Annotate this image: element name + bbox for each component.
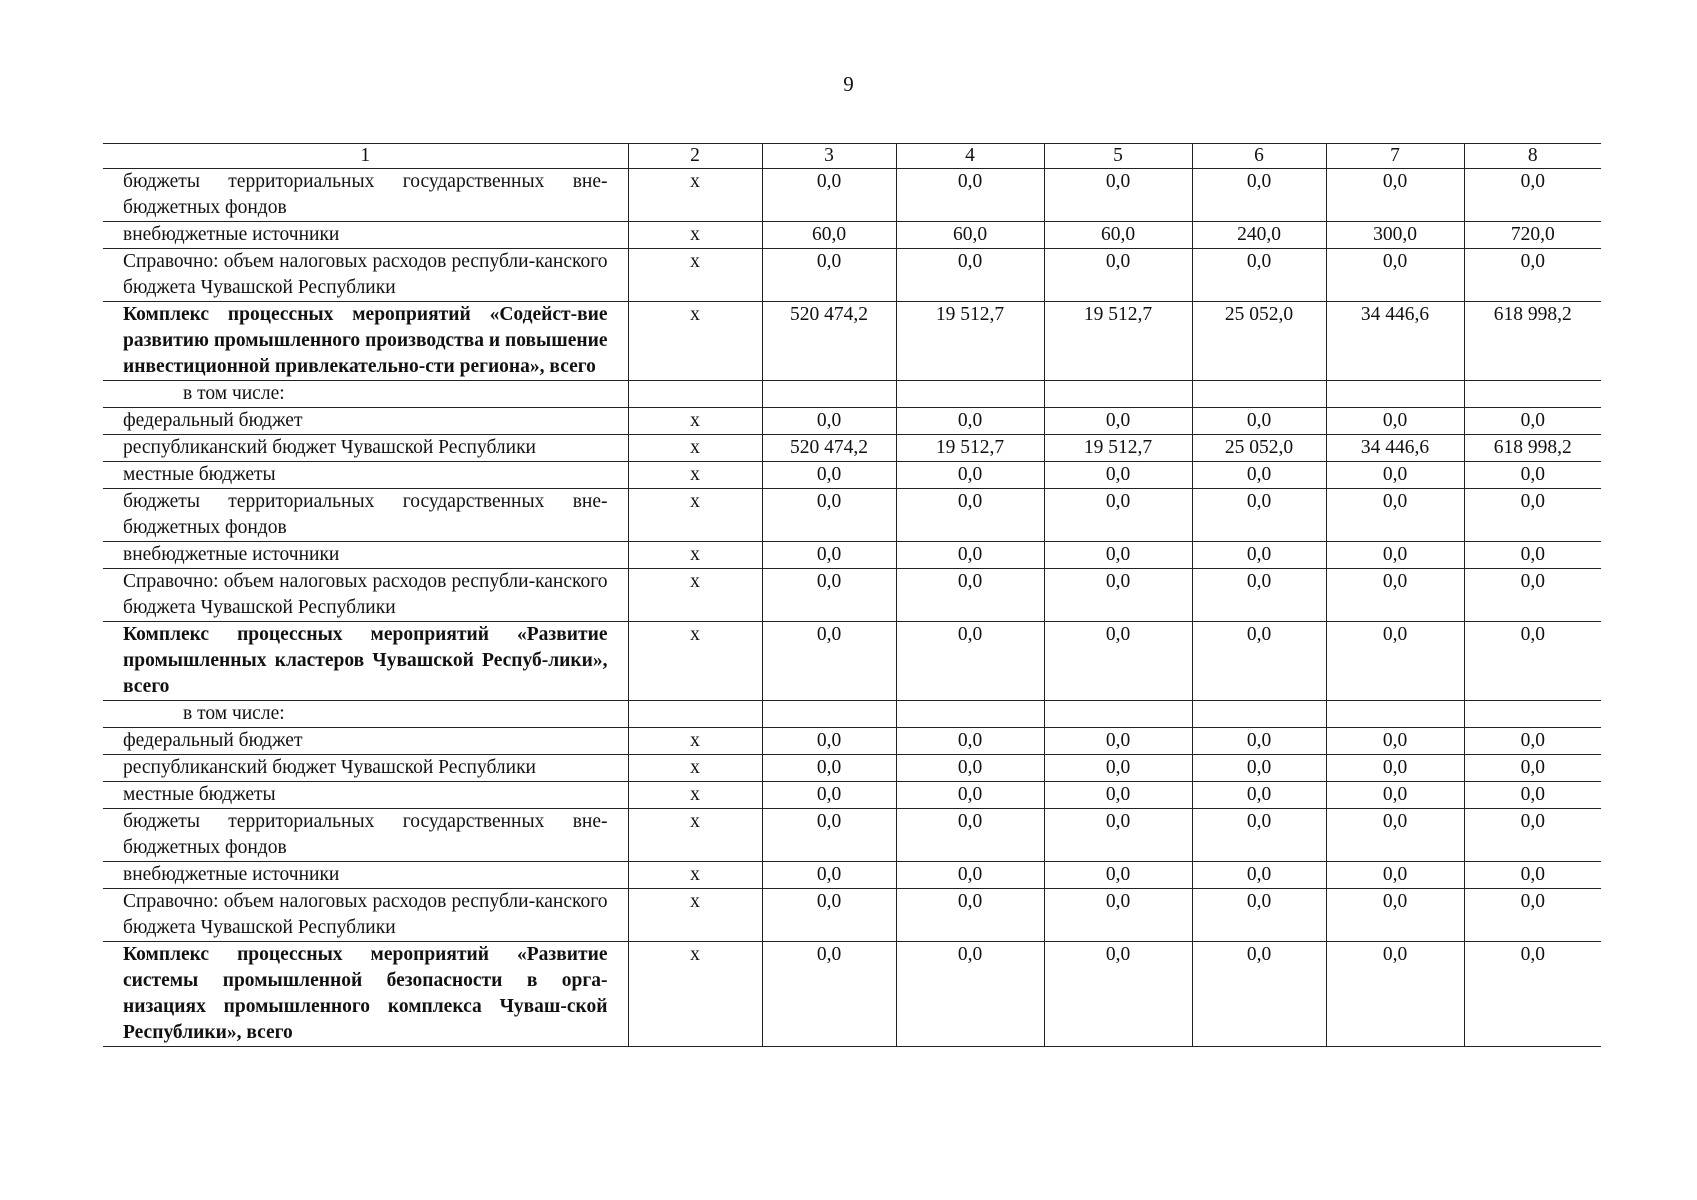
value-cell: 0,0	[1044, 728, 1192, 755]
value-cell: 0,0	[1464, 542, 1601, 569]
row-name: внебюджетные источники	[123, 544, 340, 565]
value-cell: 0,0	[1192, 408, 1326, 435]
value-cell	[762, 701, 896, 728]
value-cell: 19 512,7	[1044, 435, 1192, 462]
col2-cell: х	[628, 435, 762, 462]
table-row	[103, 435, 1601, 462]
header-cell: 4	[896, 144, 1044, 169]
value-cell: 0,0	[1464, 408, 1601, 435]
table-row	[103, 249, 1601, 302]
value-cell: 0,0	[1192, 862, 1326, 889]
table-row	[103, 728, 1601, 755]
col2-cell: х	[628, 889, 762, 942]
value-cell: 0,0	[1464, 489, 1601, 542]
value-cell: 0,0	[1464, 728, 1601, 755]
value-cell: 0,0	[1044, 942, 1192, 1047]
value-cell: 0,0	[1192, 755, 1326, 782]
value-cell: 0,0	[1192, 462, 1326, 489]
value-cell: 19 512,7	[896, 435, 1044, 462]
value-cell: 0,0	[1464, 622, 1601, 701]
header-cell: 7	[1326, 144, 1464, 169]
value-cell	[1192, 701, 1326, 728]
value-cell: 0,0	[1192, 489, 1326, 542]
value-cell: 0,0	[1464, 462, 1601, 489]
table-row	[103, 381, 1601, 408]
value-cell: 25 052,0	[1192, 302, 1326, 381]
value-cell: 0,0	[896, 408, 1044, 435]
value-cell	[896, 381, 1044, 408]
row-name: бюджеты территориальных государственных вне-бюджетных фондов	[123, 171, 608, 218]
row-name-cell	[103, 728, 628, 755]
col2-cell: х	[628, 542, 762, 569]
row-name-cell	[103, 862, 628, 889]
value-cell: 520 474,2	[762, 435, 896, 462]
value-cell: 0,0	[762, 489, 896, 542]
row-name: Комплекс процессных мероприятий «Развитие промышленных кластеров Чувашской Респуб-лики», всего	[123, 624, 608, 697]
value-cell: 0,0	[1464, 249, 1601, 302]
value-cell: 0,0	[1464, 569, 1601, 622]
budget-table	[103, 143, 1601, 1047]
col2-cell: х	[628, 862, 762, 889]
value-cell: 0,0	[1326, 782, 1464, 809]
value-cell: 0,0	[1044, 622, 1192, 701]
table-row	[103, 569, 1601, 622]
value-cell: 0,0	[762, 728, 896, 755]
row-name-cell	[103, 782, 628, 809]
table-row	[103, 408, 1601, 435]
table-row	[103, 701, 1601, 728]
value-cell: 0,0	[896, 809, 1044, 862]
value-cell: 0,0	[762, 542, 896, 569]
value-cell: 0,0	[1326, 809, 1464, 862]
value-cell: 0,0	[896, 169, 1044, 222]
value-cell: 0,0	[1464, 889, 1601, 942]
value-cell	[1192, 381, 1326, 408]
row-name: бюджеты территориальных государственных вне-бюджетных фондов	[123, 491, 608, 538]
table-row	[103, 489, 1601, 542]
value-cell: 34 446,6	[1326, 435, 1464, 462]
value-cell	[1044, 381, 1192, 408]
value-cell: 720,0	[1464, 222, 1601, 249]
col2-cell: х	[628, 302, 762, 381]
row-name-cell	[103, 435, 628, 462]
value-cell: 0,0	[1326, 755, 1464, 782]
col2-cell: х	[628, 622, 762, 701]
value-cell: 0,0	[762, 622, 896, 701]
row-name-cell	[103, 222, 628, 249]
value-cell: 0,0	[1192, 728, 1326, 755]
value-cell: 0,0	[1326, 408, 1464, 435]
value-cell: 0,0	[896, 728, 1044, 755]
value-cell: 0,0	[896, 249, 1044, 302]
value-cell: 0,0	[1326, 489, 1464, 542]
value-cell: 19 512,7	[896, 302, 1044, 381]
value-cell: 0,0	[1326, 249, 1464, 302]
value-cell: 0,0	[1044, 862, 1192, 889]
row-name: Справочно: объем налоговых расходов республи-канского бюджета Чувашской Республики	[123, 891, 608, 938]
table-row	[103, 542, 1601, 569]
value-cell: 0,0	[1326, 728, 1464, 755]
value-cell: 60,0	[1044, 222, 1192, 249]
value-cell: 240,0	[1192, 222, 1326, 249]
col2-cell: х	[628, 728, 762, 755]
row-name-cell	[103, 489, 628, 542]
table-row	[103, 222, 1601, 249]
header-cell: 6	[1192, 144, 1326, 169]
col2-cell: х	[628, 489, 762, 542]
value-cell: 0,0	[1044, 462, 1192, 489]
col2-cell: х	[628, 782, 762, 809]
row-name: Справочно: объем налоговых расходов республи-канского бюджета Чувашской Республики	[123, 251, 608, 298]
value-cell	[762, 381, 896, 408]
row-name: республиканский бюджет Чувашской Республики	[123, 757, 536, 778]
value-cell: 0,0	[1044, 889, 1192, 942]
header-cell: 8	[1464, 144, 1601, 169]
row-name: местные бюджеты	[123, 784, 276, 805]
col2-cell: х	[628, 249, 762, 302]
value-cell: 0,0	[1192, 569, 1326, 622]
value-cell: 0,0	[1326, 942, 1464, 1047]
table-row	[103, 782, 1601, 809]
value-cell: 0,0	[896, 862, 1044, 889]
row-name: внебюджетные источники	[123, 864, 340, 885]
table-row	[103, 169, 1601, 222]
row-name-cell	[103, 622, 628, 701]
value-cell: 0,0	[762, 782, 896, 809]
row-name: местные бюджеты	[123, 464, 276, 485]
value-cell: 0,0	[1464, 782, 1601, 809]
table-row	[103, 462, 1601, 489]
table-row-section	[103, 622, 1601, 701]
col2-cell: х	[628, 408, 762, 435]
value-cell: 0,0	[762, 889, 896, 942]
col2-cell: х	[628, 809, 762, 862]
value-cell: 0,0	[1464, 942, 1601, 1047]
value-cell: 0,0	[1192, 542, 1326, 569]
value-cell: 0,0	[1044, 755, 1192, 782]
value-cell: 0,0	[762, 942, 896, 1047]
row-name-cell	[103, 169, 628, 222]
col2-cell: х	[628, 462, 762, 489]
row-name: Комплекс процессных мероприятий «Развитие системы промышленной безопасности в орга-низациях промышленного комплекса Чуваш-ской Республики», всего	[123, 944, 608, 1043]
value-cell	[1326, 381, 1464, 408]
row-name-cell	[103, 249, 628, 302]
value-cell: 60,0	[762, 222, 896, 249]
value-cell: 0,0	[1044, 169, 1192, 222]
value-cell: 0,0	[1326, 569, 1464, 622]
col2-cell	[628, 381, 762, 408]
col2-cell: х	[628, 569, 762, 622]
row-name-cell	[103, 302, 628, 381]
value-cell: 0,0	[1326, 462, 1464, 489]
value-cell	[896, 701, 1044, 728]
col2-cell: х	[628, 755, 762, 782]
header-cell: 5	[1044, 144, 1192, 169]
value-cell: 0,0	[762, 462, 896, 489]
value-cell	[1044, 701, 1192, 728]
value-cell: 0,0	[1044, 782, 1192, 809]
row-name: внебюджетные источники	[123, 224, 340, 245]
value-cell: 19 512,7	[1044, 302, 1192, 381]
value-cell: 0,0	[1464, 809, 1601, 862]
value-cell	[1464, 701, 1601, 728]
table-row-section	[103, 302, 1601, 381]
value-cell: 0,0	[1192, 622, 1326, 701]
header-cell: 3	[762, 144, 896, 169]
value-cell: 0,0	[1192, 249, 1326, 302]
col2-cell: х	[628, 169, 762, 222]
value-cell: 0,0	[762, 408, 896, 435]
table-row	[103, 809, 1601, 862]
row-name-cell	[103, 755, 628, 782]
value-cell: 0,0	[1044, 249, 1192, 302]
table-row	[103, 889, 1601, 942]
value-cell: 0,0	[1044, 809, 1192, 862]
value-cell: 0,0	[896, 755, 1044, 782]
row-name: бюджеты территориальных государственных вне-бюджетных фондов	[123, 811, 608, 858]
value-cell: 0,0	[762, 862, 896, 889]
col2-cell	[628, 701, 762, 728]
value-cell: 300,0	[1326, 222, 1464, 249]
row-name-cell	[103, 889, 628, 942]
col2-cell: х	[628, 942, 762, 1047]
header-row	[103, 144, 1601, 169]
value-cell: 0,0	[896, 942, 1044, 1047]
row-name: федеральный бюджет	[123, 730, 303, 751]
value-cell: 0,0	[762, 249, 896, 302]
value-cell: 0,0	[1464, 755, 1601, 782]
value-cell: 0,0	[896, 462, 1044, 489]
value-cell: 0,0	[1192, 782, 1326, 809]
value-cell: 0,0	[1192, 169, 1326, 222]
row-name: Комплекс процессных мероприятий «Содейст-вие развитию промышленного производства и повышение инвестиционной привлекательно-сти региона», всего	[123, 304, 608, 377]
value-cell: 0,0	[896, 889, 1044, 942]
value-cell: 0,0	[1044, 408, 1192, 435]
value-cell: 0,0	[1326, 542, 1464, 569]
value-cell: 0,0	[896, 622, 1044, 701]
row-name: федеральный бюджет	[123, 410, 303, 431]
table-row	[103, 755, 1601, 782]
row-name-cell	[103, 542, 628, 569]
value-cell: 0,0	[762, 809, 896, 862]
value-cell: 0,0	[762, 569, 896, 622]
row-name-cell	[103, 462, 628, 489]
row-name-cell	[103, 809, 628, 862]
value-cell: 618 998,2	[1464, 435, 1601, 462]
value-cell: 60,0	[896, 222, 1044, 249]
value-cell: 0,0	[896, 782, 1044, 809]
row-name-cell	[103, 942, 628, 1047]
value-cell: 0,0	[1464, 862, 1601, 889]
table-row-section	[103, 942, 1601, 1047]
value-cell: 0,0	[1044, 569, 1192, 622]
row-name-cell: в том числе:	[103, 701, 628, 728]
value-cell: 520 474,2	[762, 302, 896, 381]
row-name-cell	[103, 569, 628, 622]
value-cell: 618 998,2	[1464, 302, 1601, 381]
table-row	[103, 862, 1601, 889]
header-cell: 2	[628, 144, 762, 169]
value-cell: 0,0	[896, 542, 1044, 569]
value-cell: 0,0	[1464, 169, 1601, 222]
value-cell: 0,0	[1326, 169, 1464, 222]
value-cell: 0,0	[1326, 862, 1464, 889]
value-cell: 0,0	[762, 755, 896, 782]
value-cell: 34 446,6	[1326, 302, 1464, 381]
page-number: 9	[843, 72, 854, 96]
row-name-cell	[103, 408, 628, 435]
value-cell: 0,0	[896, 569, 1044, 622]
value-cell: 0,0	[1044, 542, 1192, 569]
value-cell: 0,0	[1192, 942, 1326, 1047]
value-cell: 0,0	[762, 169, 896, 222]
row-name: Справочно: объем налоговых расходов республи-канского бюджета Чувашской Республики	[123, 571, 608, 618]
row-name: республиканский бюджет Чувашской Республики	[123, 437, 536, 458]
value-cell: 0,0	[1044, 489, 1192, 542]
value-cell	[1464, 381, 1601, 408]
value-cell: 25 052,0	[1192, 435, 1326, 462]
value-cell: 0,0	[1192, 889, 1326, 942]
col2-cell: х	[628, 222, 762, 249]
row-name-cell: в том числе:	[103, 381, 628, 408]
value-cell	[1326, 701, 1464, 728]
value-cell: 0,0	[896, 489, 1044, 542]
header-cell: 1	[103, 144, 628, 169]
value-cell: 0,0	[1192, 809, 1326, 862]
value-cell: 0,0	[1326, 889, 1464, 942]
value-cell: 0,0	[1326, 622, 1464, 701]
